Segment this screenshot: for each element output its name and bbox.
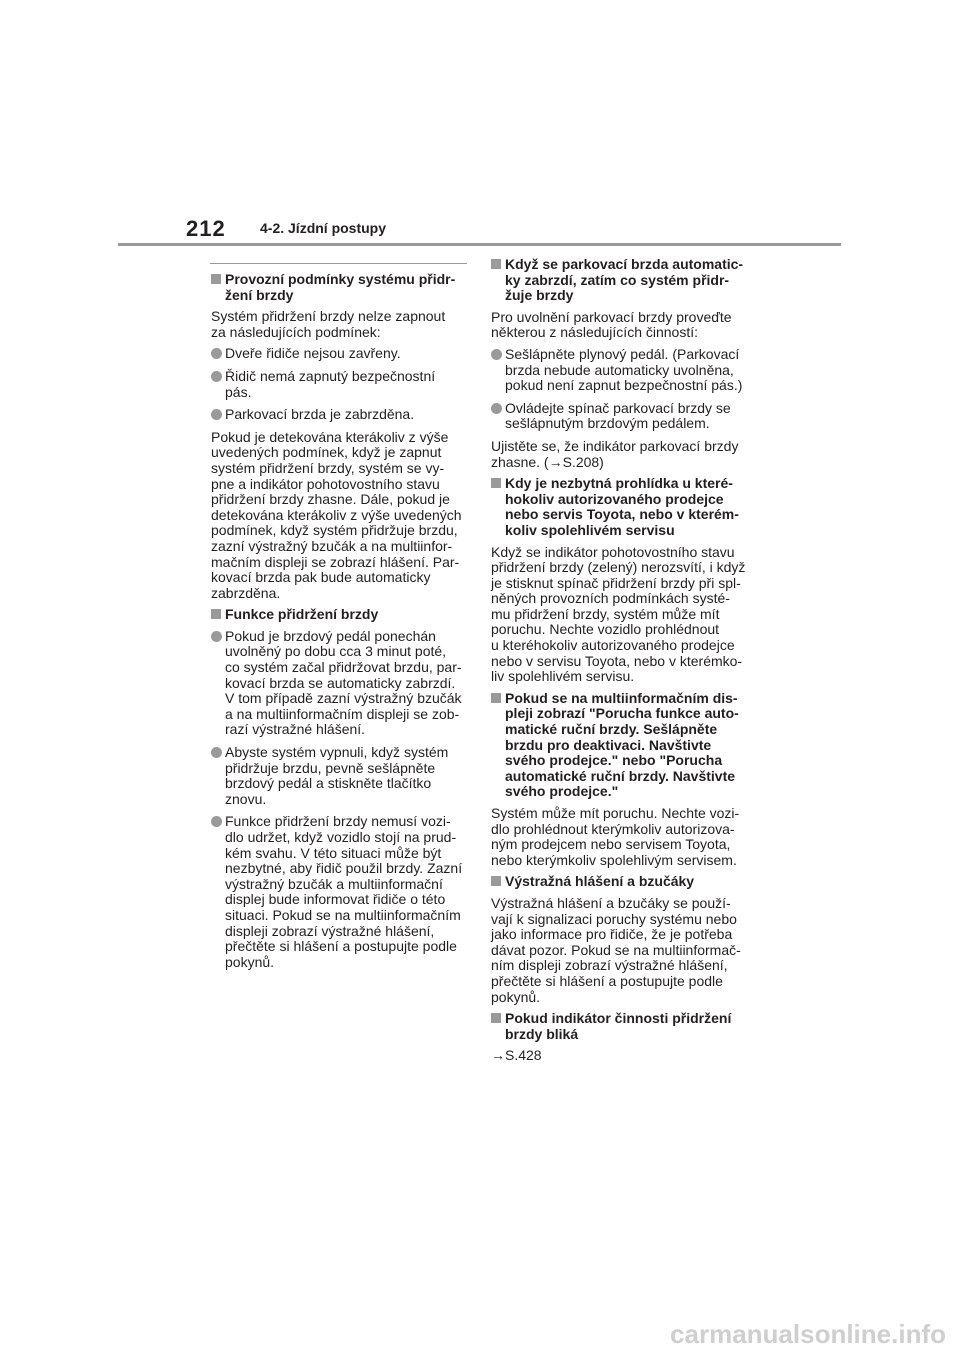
list-item-text: Ovládejte spínač parkovací brzdy se sešlápnutým brzdovým pedálem. (505, 399, 731, 432)
watermark: carmanualsonline.info (670, 1319, 946, 1349)
heading-text: Provozní podmínky systému přidr- žení brzdy (225, 271, 456, 303)
circle-bullet-icon (211, 816, 222, 827)
right-column (491, 257, 753, 1070)
page-number: 212 (186, 216, 226, 241)
heading-parking-brake-auto (491, 257, 753, 304)
heading-operating-conditions (211, 272, 473, 303)
square-bullet-icon (491, 1013, 501, 1023)
square-bullet-icon (491, 259, 501, 269)
list-item-text: Sešlápněte plynový pedál. (Parkovací brzda nebude automaticky uvolněna, pokud není zapnut bezpečnostní pás.) (505, 345, 743, 394)
list-item (211, 346, 473, 362)
list-item (491, 401, 753, 432)
paragraph: Systém může mít poruchu. Nechte vozi- dlo prohlédnout kterýmkoliv autorizova- ným prodejcem nebo servisem Toyota, nebo kterýmkoliv spolehlivým servisem. (491, 805, 740, 868)
heading-text: Když se parkovací brzda automatic- ky zabrzdí, zatím co systém přidr- žuje brzdy (505, 256, 744, 304)
paragraph: Pokud je detekována kterákoliv z výše uvedených podmínek, když je zapnut systém přidržení brzdy, systém se vy- pne a indikátor pohotovostního stavu přidržení brzdy zhasne. Dále, pokud je detekována kterákoliv z výše uvedených podmínek, když systém přidržuje brzdu, zazní výstražný bzučák a na multiinfor- mačním displeji se zobrazí hlášení. Par- kovací brzda pak bude automaticky zabrzděna. (211, 428, 462, 601)
heading-warnings (491, 874, 753, 890)
list-item-text: Pokud je brzdový pedál ponechán uvolněný po dobu cca 3 minut poté, co systém začal přidržovat brzdu, par- kovací brzda se automaticky zabrzdí. V tom případě zazní výstražný bzučák a na multiinformačním displeji se zob- razí výstražné hlášení. (225, 627, 462, 738)
circle-bullet-icon (211, 409, 222, 420)
square-bullet-icon (491, 693, 501, 703)
heading-inspection-needed (491, 476, 753, 538)
list-item-text: Abyste systém vypnuli, když systém přidržuje brzdu, pevně sešlápněte brzdový pedál a stiskněte tlačítko znovu. (225, 744, 449, 807)
square-bullet-icon (211, 274, 221, 284)
heading-display-message (491, 691, 753, 800)
heading-text: Funkce přidržení brzdy (225, 606, 379, 623)
heading-text: Výstražná hlášení a bzučáky (505, 873, 695, 890)
paragraph: Systém přidržení brzdy nelze zapnout za následujících podmínek: (211, 308, 446, 340)
column-top-rule (210, 263, 467, 264)
square-bullet-icon (491, 478, 501, 488)
left-column (211, 272, 473, 977)
list-item-text: Řidič nemá zapnutý bezpečnostní pás. (225, 367, 436, 400)
section-title: 4-2. Jízdní postupy (260, 220, 387, 236)
list-item (211, 407, 473, 423)
paragraph: Výstražná hlášení a bzučáky se použí- vají k signalizaci poruchy systému nebo jako informace pro řidiče, že je potřeba dávat pozor. Pokud se na multiinformač- ním displeji zobrazí výstražné hlášení, přečtěte si hlášení a postupujte podle pokynů. (491, 894, 741, 1005)
circle-bullet-icon (211, 631, 222, 642)
paragraph: Pro uvolnění parkovací brzdy proveďte některou z následujících činností: (491, 308, 732, 341)
paragraph: Když se indikátor pohotovostního stavu přidržení brzdy (zelený) nerozsvítí, i když je stisknut spínač přidržení brzdy při spl- něných provozních podmínkách systé- mu přidržení brzdy, systém může mít poruchu. Nechte vozidlo prohlédnout u kteréhokoliv autorizovaného prodejce nebo v servisu Toyota, nebo v kterémko- liv spolehlivém servisu. (491, 543, 746, 685)
heading-brake-hold-function (211, 607, 473, 623)
list-item (211, 745, 473, 807)
list-item-text: Parkovací brzda je zabrzděna. (225, 406, 415, 423)
list-item (211, 814, 473, 970)
heading-text: Kdy je nezbytná prohlídka u které- hokoliv autorizovaného prodejce nebo servis Toyota, nebo v kterém- koliv spolehlivém servisu (505, 475, 739, 538)
list-item (491, 347, 753, 394)
circle-bullet-icon (211, 371, 222, 382)
heading-text: Pokud se na multiinformačním dis- pleji zobrazí "Porucha funkce auto- matické ruční brzdy. Sešlápněte brzdu pro deaktivaci. Navštivte svého prodejce." nebo "Porucha automatické ruční brzdy. Navštivte svého prodejce." (505, 689, 739, 800)
paragraph: Ujistěte se, že indikátor parkovací brzdy zhasne. (→S.208) (491, 437, 739, 470)
list-item (211, 369, 473, 400)
heading-text: Pokud indikátor činnosti přidržení brzdy bliká (505, 1010, 732, 1042)
list-item-text: Funkce přidržení brzdy nemusí vozi- dlo udržet, když vozidlo stojí na prud- kém svahu. V této situaci může být nezbytné, aby řidič použil brzdy. Zazní výstražný bzučák a multiinformační displej bude informovat řidiče o této situaci. Pokud se na multiinformačním displeji zobrazí výstražné hlášení, přečtěte si hlášení a postupujte podle pokynů. (225, 813, 463, 970)
page-reference: →S.428 (491, 1047, 542, 1064)
circle-bullet-icon (491, 403, 502, 414)
square-bullet-icon (491, 876, 501, 886)
circle-bullet-icon (211, 348, 222, 359)
circle-bullet-icon (211, 747, 222, 758)
square-bullet-icon (211, 609, 221, 619)
heading-indicator-blinks (491, 1011, 753, 1042)
list-item-text: Dveře řidiče nejsou zavřeny. (225, 345, 401, 362)
list-item (211, 629, 473, 738)
circle-bullet-icon (491, 349, 502, 360)
header-rule (118, 243, 841, 246)
